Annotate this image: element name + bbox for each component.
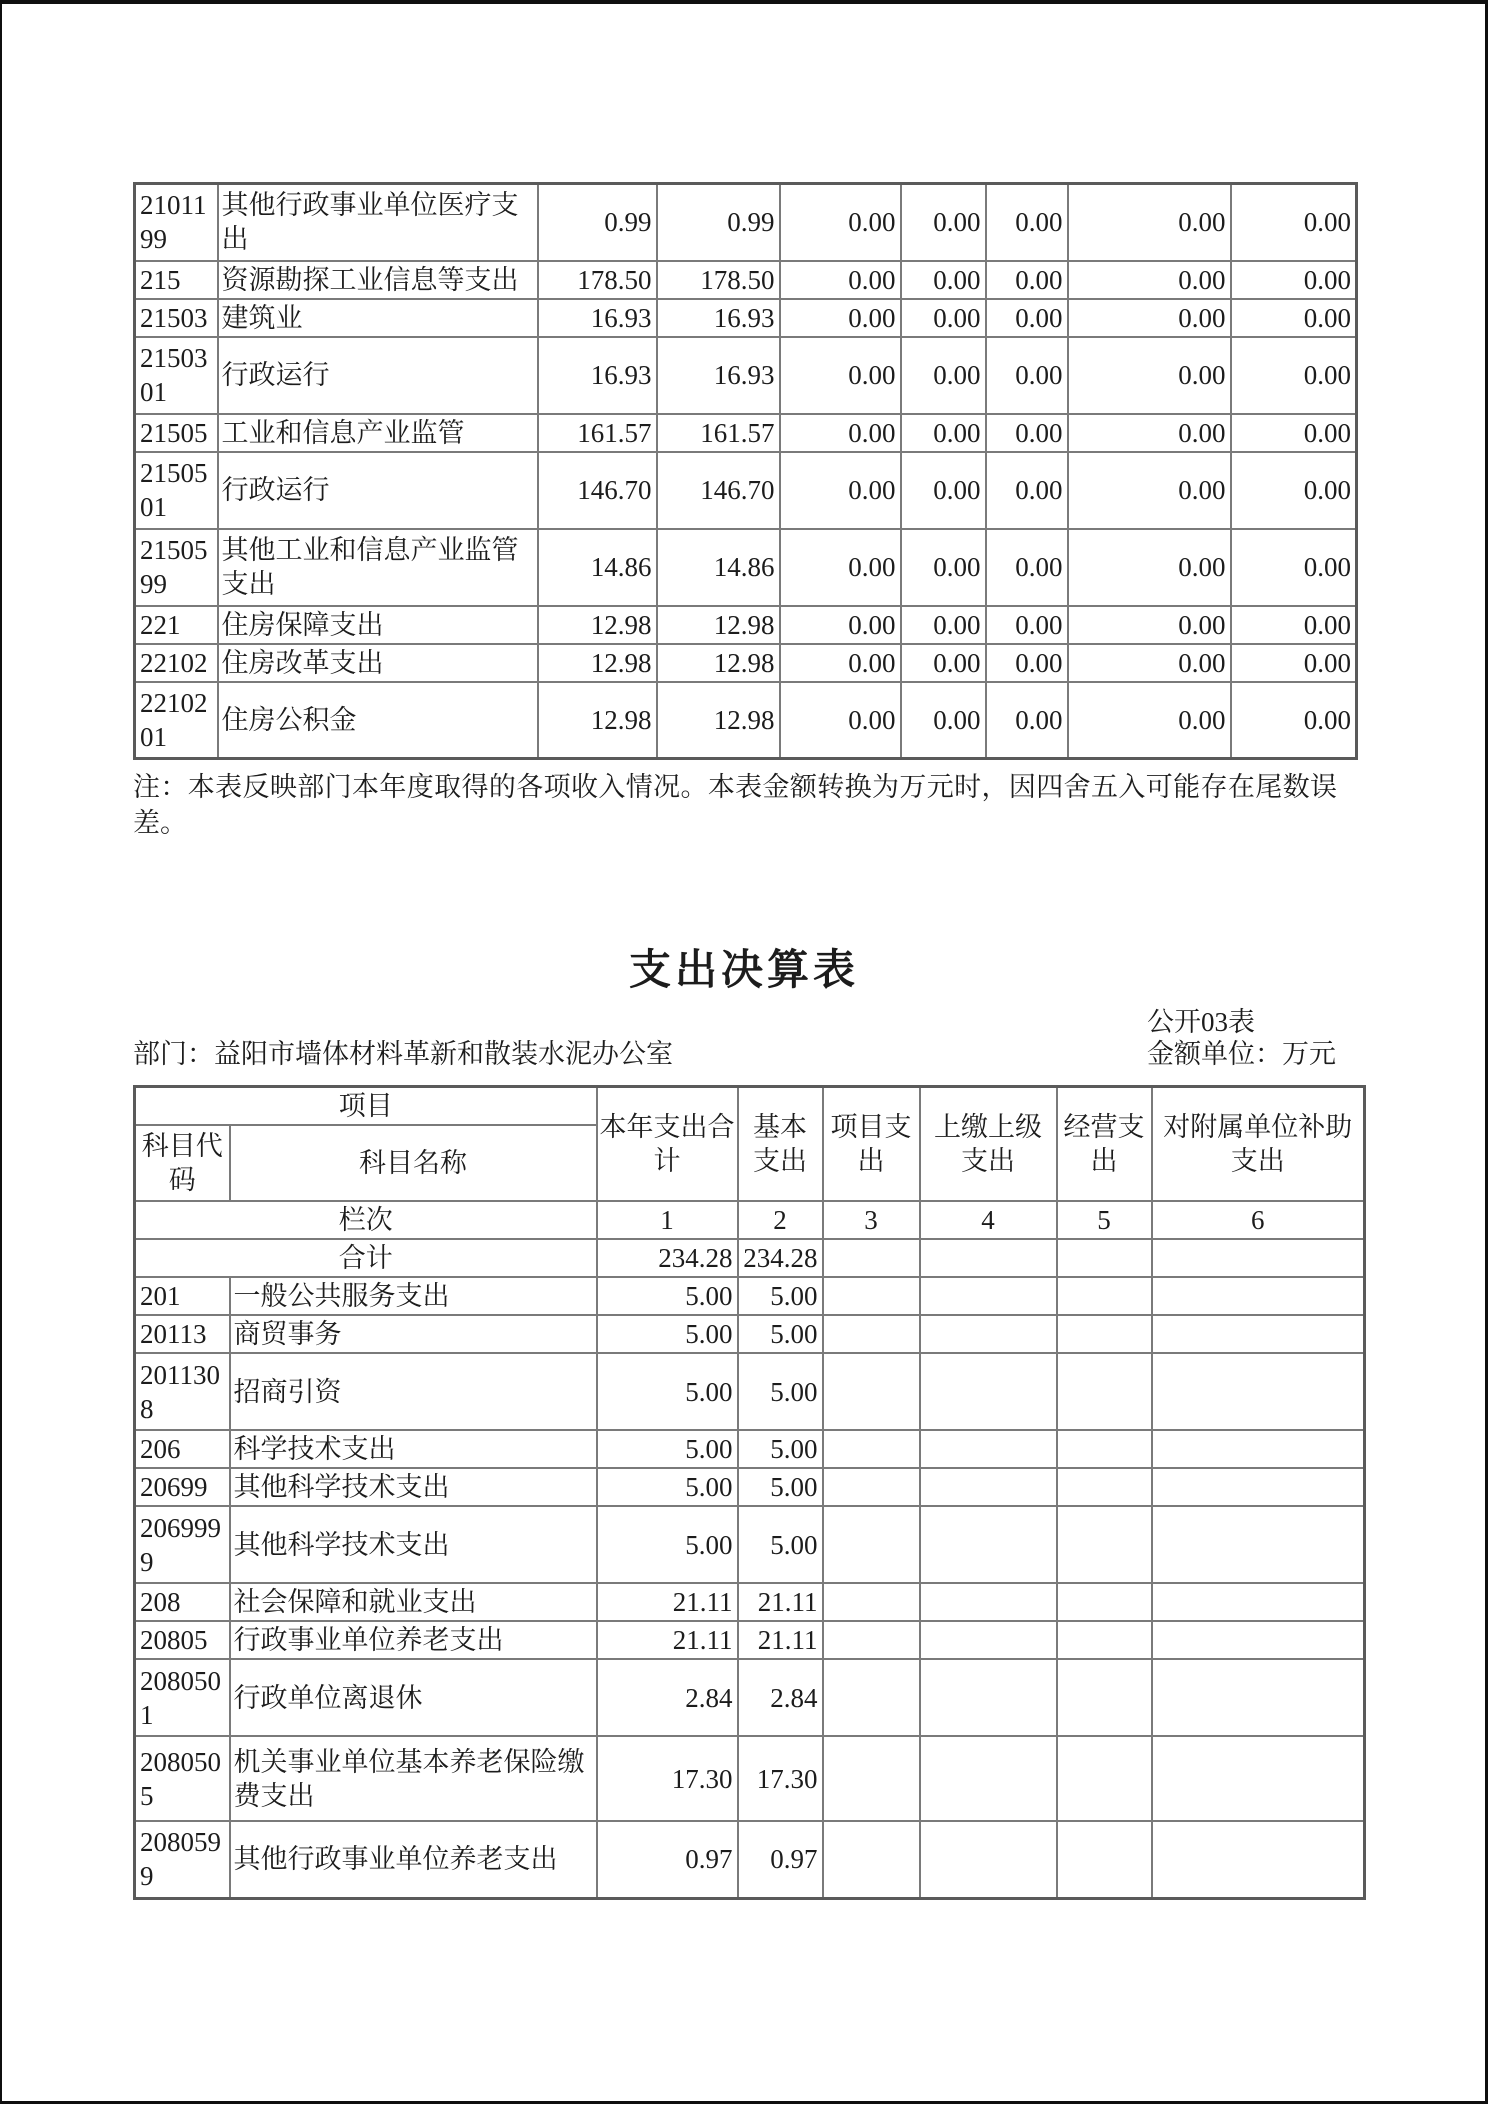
amount-cell	[823, 1430, 920, 1468]
code-cell: 2069999	[135, 1506, 230, 1583]
amount-cell	[1152, 1583, 1365, 1621]
amount-cell: 21.11	[597, 1621, 738, 1659]
amount-cell: 0.00	[901, 299, 986, 337]
amount-cell: 16.93	[657, 337, 780, 414]
column-header: 经营支出	[1057, 1087, 1152, 1202]
amount-cell	[823, 1659, 920, 1736]
rank-number: 5	[1057, 1201, 1152, 1239]
form-code: 公开03表	[1147, 1007, 1255, 1037]
code-cell: 2150301	[135, 337, 218, 414]
name-cell: 住房公积金	[218, 682, 538, 759]
amount-cell: 0.00	[1068, 529, 1231, 606]
table-row	[135, 184, 1357, 261]
amount-cell: 0.00	[901, 644, 986, 682]
amount-cell: 5.00	[738, 1430, 823, 1468]
amount-cell: 0.00	[1231, 644, 1357, 682]
amount-cell	[1152, 1315, 1365, 1353]
amount-cell: 5.00	[738, 1277, 823, 1315]
amount-cell: 0.99	[657, 184, 780, 261]
name-cell: 一般公共服务支出	[230, 1277, 597, 1315]
amount-cell: 0.00	[986, 606, 1068, 644]
name-cell: 其他科学技术支出	[230, 1506, 597, 1583]
amount-cell	[823, 1277, 920, 1315]
name-cell: 其他行政事业单位医疗支出	[218, 184, 538, 261]
amount-cell: 0.00	[780, 682, 901, 759]
amount-cell: 0.00	[986, 299, 1068, 337]
amount-cell: 0.00	[986, 414, 1068, 452]
amount-cell: 0.00	[986, 184, 1068, 261]
amount-cell: 0.00	[901, 261, 986, 299]
code-cell: 2080501	[135, 1659, 230, 1736]
amount-cell	[1152, 1468, 1365, 1506]
amount-cell: 0.00	[986, 452, 1068, 529]
subject-name-header: 科目名称	[230, 1125, 597, 1201]
amount-cell	[1152, 1659, 1365, 1736]
column-header: 对附属单位补助支出	[1152, 1087, 1365, 1202]
amount-cell	[920, 1736, 1057, 1821]
amount-cell: 12.98	[657, 682, 780, 759]
total-row	[135, 1239, 1365, 1277]
amount-cell	[1152, 1239, 1365, 1277]
amount-cell	[1057, 1821, 1152, 1898]
code-cell: 206	[135, 1430, 230, 1468]
unit-label: 金额单位：万元	[1147, 1039, 1336, 1069]
header-row-project	[135, 1087, 1365, 1126]
amount-cell: 0.00	[901, 184, 986, 261]
amount-cell: 0.00	[1231, 452, 1357, 529]
amount-cell: 0.97	[738, 1821, 823, 1898]
amount-cell: 0.00	[1231, 337, 1357, 414]
rank-number: 2	[738, 1201, 823, 1239]
amount-cell: 0.00	[986, 337, 1068, 414]
amount-cell: 0.00	[780, 299, 901, 337]
amount-cell: 0.00	[780, 606, 901, 644]
table-row	[135, 682, 1357, 759]
amount-cell: 12.98	[538, 644, 657, 682]
amount-cell: 0.00	[1231, 261, 1357, 299]
rank-number: 1	[597, 1201, 738, 1239]
amount-cell	[823, 1821, 920, 1898]
table-row	[135, 1277, 1365, 1315]
amount-cell: 0.00	[1231, 529, 1357, 606]
amount-cell	[920, 1583, 1057, 1621]
code-cell: 2101199	[135, 184, 218, 261]
amount-cell: 17.30	[738, 1736, 823, 1821]
amount-cell: 12.98	[657, 644, 780, 682]
amount-cell: 5.00	[738, 1315, 823, 1353]
amount-cell	[1152, 1277, 1365, 1315]
amount-cell: 16.93	[657, 299, 780, 337]
amount-cell	[1152, 1506, 1365, 1583]
code-cell: 208	[135, 1583, 230, 1621]
amount-cell: 0.00	[1068, 414, 1231, 452]
amount-cell	[920, 1353, 1057, 1430]
amount-cell: 178.50	[657, 261, 780, 299]
amount-cell	[1057, 1583, 1152, 1621]
table-row	[135, 529, 1357, 606]
table-row	[135, 261, 1357, 299]
table-row	[135, 1621, 1365, 1659]
amount-cell: 5.00	[738, 1468, 823, 1506]
amount-cell: 178.50	[538, 261, 657, 299]
name-cell: 行政单位离退休	[230, 1659, 597, 1736]
amount-cell	[1057, 1430, 1152, 1468]
amount-cell: 5.00	[597, 1468, 738, 1506]
name-cell: 其他行政事业单位养老支出	[230, 1821, 597, 1898]
amount-cell: 0.00	[1231, 414, 1357, 452]
name-cell: 招商引资	[230, 1353, 597, 1430]
rank-label: 栏次	[135, 1201, 597, 1239]
table-row	[135, 299, 1357, 337]
amount-cell: 0.00	[780, 452, 901, 529]
table-row	[135, 1315, 1365, 1353]
amount-cell: 0.00	[780, 184, 901, 261]
amount-cell: 0.00	[780, 414, 901, 452]
amount-cell	[823, 1736, 920, 1821]
amount-cell: 0.00	[986, 529, 1068, 606]
amount-cell: 0.00	[1068, 606, 1231, 644]
amount-cell: 0.00	[1068, 337, 1231, 414]
amount-cell	[1152, 1621, 1365, 1659]
amount-cell: 0.00	[780, 261, 901, 299]
amount-cell: 16.93	[538, 337, 657, 414]
code-cell: 20805	[135, 1621, 230, 1659]
amount-cell: 146.70	[657, 452, 780, 529]
amount-cell: 2.84	[738, 1659, 823, 1736]
amount-cell	[920, 1621, 1057, 1659]
code-cell: 20699	[135, 1468, 230, 1506]
amount-cell: 161.57	[538, 414, 657, 452]
amount-cell	[1057, 1239, 1152, 1277]
amount-cell	[920, 1659, 1057, 1736]
amount-cell	[920, 1430, 1057, 1468]
amount-cell: 5.00	[738, 1506, 823, 1583]
amount-cell: 146.70	[538, 452, 657, 529]
name-cell: 社会保障和就业支出	[230, 1583, 597, 1621]
name-cell: 建筑业	[218, 299, 538, 337]
name-cell: 其他工业和信息产业监管支出	[218, 529, 538, 606]
name-cell: 资源勘探工业信息等支出	[218, 261, 538, 299]
amount-cell	[920, 1315, 1057, 1353]
code-cell: 2080505	[135, 1736, 230, 1821]
amount-cell	[823, 1353, 920, 1430]
column-header: 基本支出	[738, 1087, 823, 1202]
amount-cell	[920, 1468, 1057, 1506]
amount-cell: 161.57	[657, 414, 780, 452]
amount-cell	[1057, 1621, 1152, 1659]
amount-cell: 0.00	[986, 644, 1068, 682]
name-cell: 其他科学技术支出	[230, 1468, 597, 1506]
rank-number: 6	[1152, 1201, 1365, 1239]
code-cell: 20113	[135, 1315, 230, 1353]
code-cell: 2150599	[135, 529, 218, 606]
amount-cell: 0.99	[538, 184, 657, 261]
income-table	[133, 182, 1358, 760]
amount-cell	[1152, 1736, 1365, 1821]
amount-cell: 0.00	[1231, 184, 1357, 261]
table-row	[135, 1659, 1365, 1736]
amount-cell: 21.11	[597, 1583, 738, 1621]
amount-cell	[920, 1277, 1057, 1315]
amount-cell: 5.00	[597, 1353, 738, 1430]
amount-cell	[1057, 1506, 1152, 1583]
amount-cell: 0.00	[1068, 644, 1231, 682]
amount-cell	[1057, 1277, 1152, 1315]
code-cell: 21505	[135, 414, 218, 452]
amount-cell: 0.00	[780, 337, 901, 414]
amount-cell	[823, 1315, 920, 1353]
amount-cell: 5.00	[597, 1506, 738, 1583]
table-row	[135, 1506, 1365, 1583]
amount-cell: 0.00	[780, 644, 901, 682]
amount-cell	[1057, 1353, 1152, 1430]
amount-cell	[920, 1239, 1057, 1277]
table-row	[135, 452, 1357, 529]
department-label: 部门：益阳市墙体材料革新和散装水泥办公室	[133, 1039, 673, 1069]
table-row	[135, 337, 1357, 414]
code-cell: 2210201	[135, 682, 218, 759]
code-cell: 22102	[135, 644, 218, 682]
code-cell: 201	[135, 1277, 230, 1315]
amount-cell	[920, 1506, 1057, 1583]
amount-cell	[823, 1506, 920, 1583]
amount-cell: 16.93	[538, 299, 657, 337]
amount-cell: 0.00	[986, 261, 1068, 299]
amount-cell: 5.00	[597, 1430, 738, 1468]
amount-cell: 234.28	[738, 1239, 823, 1277]
code-cell: 2150501	[135, 452, 218, 529]
amount-cell: 17.30	[597, 1736, 738, 1821]
rank-number: 4	[920, 1201, 1057, 1239]
amount-cell: 0.00	[901, 682, 986, 759]
amount-cell: 0.00	[901, 452, 986, 529]
amount-cell: 0.00	[1231, 299, 1357, 337]
amount-cell	[1152, 1430, 1365, 1468]
amount-cell: 0.00	[901, 606, 986, 644]
table-row	[135, 606, 1357, 644]
page-title: 支出决算表	[628, 948, 859, 994]
rank-row	[135, 1201, 1365, 1239]
amount-cell: 5.00	[597, 1277, 738, 1315]
table-row	[135, 1583, 1365, 1621]
amount-cell: 0.00	[901, 529, 986, 606]
name-cell: 住房保障支出	[218, 606, 538, 644]
amount-cell	[1057, 1659, 1152, 1736]
meta-row	[133, 1037, 1373, 1073]
project-header: 项目	[135, 1087, 597, 1126]
name-cell: 机关事业单位基本养老保险缴费支出	[230, 1736, 597, 1821]
amount-cell: 0.00	[901, 337, 986, 414]
amount-cell	[1057, 1315, 1152, 1353]
table-row	[135, 1468, 1365, 1506]
rank-number: 3	[823, 1201, 920, 1239]
amount-cell: 5.00	[597, 1315, 738, 1353]
amount-cell: 0.00	[1068, 452, 1231, 529]
table-row	[135, 644, 1357, 682]
amount-cell: 0.97	[597, 1821, 738, 1898]
page-content	[133, 4, 1373, 1900]
table-row	[135, 1353, 1365, 1430]
amount-cell	[823, 1468, 920, 1506]
name-cell: 工业和信息产业监管	[218, 414, 538, 452]
name-cell: 行政运行	[218, 452, 538, 529]
column-header: 本年支出合计	[597, 1087, 738, 1202]
income-table-note: 注：本表反映部门本年度取得的各项收入情况。本表金额转换为万元时，因四舍五入可能存在尾数误差。	[133, 772, 1337, 838]
table-row	[135, 1736, 1365, 1821]
column-header: 项目支出	[823, 1087, 920, 1202]
amount-cell	[823, 1239, 920, 1277]
code-cell: 215	[135, 261, 218, 299]
name-cell: 行政事业单位养老支出	[230, 1621, 597, 1659]
amount-cell	[1057, 1468, 1152, 1506]
amount-cell: 0.00	[1068, 299, 1231, 337]
name-cell: 商贸事务	[230, 1315, 597, 1353]
amount-cell: 0.00	[1068, 682, 1231, 759]
amount-cell	[823, 1621, 920, 1659]
amount-cell: 0.00	[780, 529, 901, 606]
amount-cell: 21.11	[738, 1583, 823, 1621]
table-row	[135, 1821, 1365, 1898]
name-cell: 住房改革支出	[218, 644, 538, 682]
amount-cell: 0.00	[986, 682, 1068, 759]
amount-cell: 0.00	[1068, 261, 1231, 299]
amount-cell: 0.00	[901, 414, 986, 452]
name-cell: 科学技术支出	[230, 1430, 597, 1468]
amount-cell: 5.00	[738, 1353, 823, 1430]
amount-cell: 0.00	[1231, 606, 1357, 644]
table-row	[135, 1430, 1365, 1468]
amount-cell	[1057, 1736, 1152, 1821]
amount-cell: 12.98	[538, 682, 657, 759]
subject-code-header: 科目代码	[135, 1125, 230, 1201]
column-header: 上缴上级支出	[920, 1087, 1057, 1202]
amount-cell	[823, 1583, 920, 1621]
amount-cell: 12.98	[657, 606, 780, 644]
table-row	[135, 414, 1357, 452]
amount-cell: 14.86	[657, 529, 780, 606]
expense-table	[133, 1085, 1366, 1900]
total-label: 合计	[135, 1239, 597, 1277]
code-cell: 2080599	[135, 1821, 230, 1898]
code-cell: 2011308	[135, 1353, 230, 1430]
code-cell: 21503	[135, 299, 218, 337]
amount-cell: 14.86	[538, 529, 657, 606]
amount-cell: 12.98	[538, 606, 657, 644]
amount-cell: 2.84	[597, 1659, 738, 1736]
amount-cell: 21.11	[738, 1621, 823, 1659]
amount-cell: 0.00	[1068, 184, 1231, 261]
amount-cell	[1152, 1353, 1365, 1430]
amount-cell	[1152, 1821, 1365, 1898]
name-cell: 行政运行	[218, 337, 538, 414]
amount-cell	[920, 1821, 1057, 1898]
amount-cell: 0.00	[1231, 682, 1357, 759]
code-cell: 221	[135, 606, 218, 644]
amount-cell: 234.28	[597, 1239, 738, 1277]
